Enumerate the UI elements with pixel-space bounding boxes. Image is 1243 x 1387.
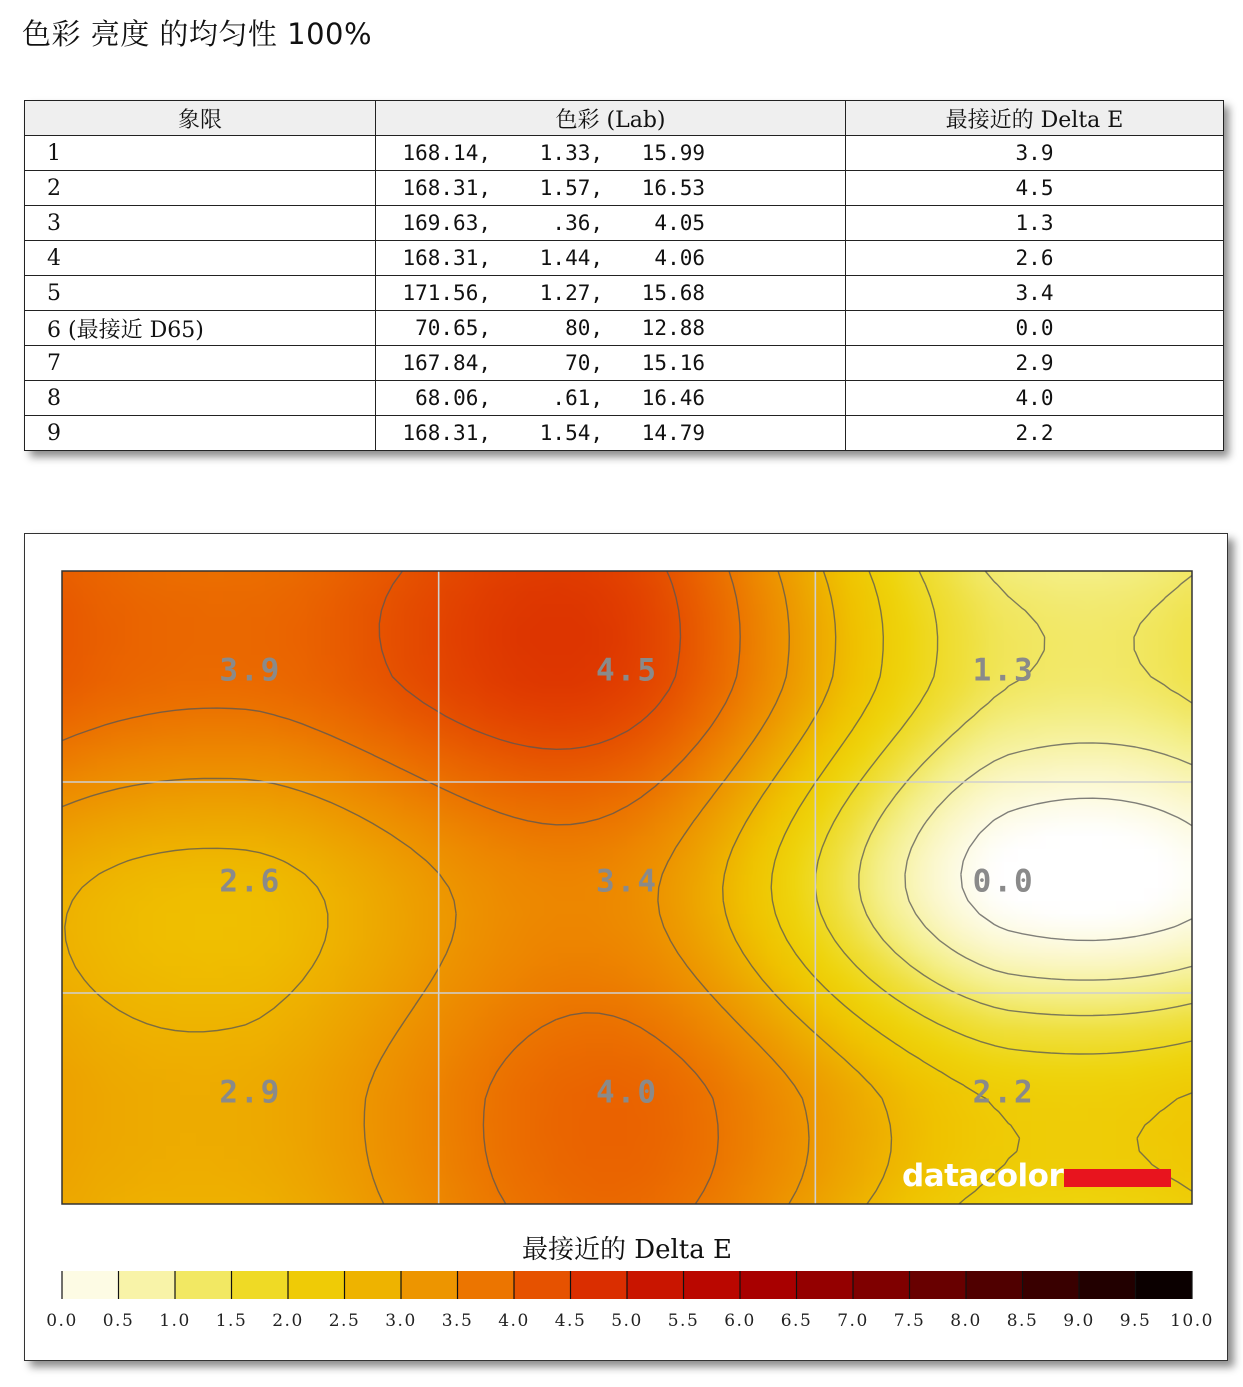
lab-l-value: 70.65, <box>415 315 491 340</box>
legend-tick-label: 4.0 <box>498 1311 530 1331</box>
legend-swatch <box>62 1271 119 1299</box>
cell-value-label: 2.6 <box>219 863 282 900</box>
legend-tick-label: 6.0 <box>724 1311 756 1331</box>
legend-tick-label: 7.5 <box>893 1311 926 1331</box>
lab-l-value: 171.56, <box>402 280 491 305</box>
legend-tick-label: 3.0 <box>385 1311 417 1331</box>
legend-swatch <box>1136 1271 1193 1299</box>
lab-b-value: 15.68 <box>641 280 705 305</box>
legend-swatch <box>232 1271 289 1299</box>
lab-b-value: 15.16 <box>641 350 705 375</box>
legend-swatch <box>910 1271 967 1299</box>
legend-swatch <box>740 1271 797 1299</box>
legend-tick-label: 4.5 <box>554 1311 587 1331</box>
legend-swatch <box>684 1271 741 1299</box>
datacolor-logo-text: datacolor <box>902 1158 1064 1194</box>
legend-swatch <box>1023 1271 1080 1299</box>
lab-a-value: 1.54, <box>539 420 603 445</box>
legend-tick-label: 7.0 <box>837 1311 869 1331</box>
quadrant-cell: 6 (最接近 D65) <box>25 311 376 346</box>
cell-value-label: 0.0 <box>972 863 1035 900</box>
legend-tick-label: 0.5 <box>102 1311 135 1331</box>
lab-a-value: 1.27, <box>539 280 603 305</box>
cell-value-label: 4.5 <box>596 652 658 689</box>
lab-l-value: 168.14, <box>402 140 491 165</box>
legend-tick-label: 1.0 <box>159 1311 191 1331</box>
cell-value-label: 4.0 <box>596 1074 658 1111</box>
lab-b-value: 4.05 <box>654 210 705 235</box>
legend-tick-label: 2.0 <box>272 1311 304 1331</box>
legend-swatch <box>797 1271 854 1299</box>
delta-e-cell: 2.6 <box>846 241 1224 276</box>
delta-e-cell: 0.0 <box>846 311 1224 346</box>
legend-swatch <box>966 1271 1023 1299</box>
legend-swatch <box>627 1271 684 1299</box>
legend-title: 最接近的 Delta E <box>521 1235 733 1265</box>
legend-tick-label: 5.5 <box>667 1311 700 1331</box>
legend-tick-label: 5.0 <box>611 1311 643 1331</box>
quadrant-cell: 8 <box>25 381 376 416</box>
lab-a-value: 1.57, <box>539 175 603 200</box>
quadrant-cell: 9 <box>25 416 376 451</box>
delta-e-cell: 1.3 <box>846 206 1224 241</box>
delta-e-cell: 4.5 <box>846 171 1224 206</box>
legend-swatch <box>853 1271 910 1299</box>
lab-l-value: 168.31, <box>402 245 491 270</box>
lab-l-value: 168.31, <box>402 175 491 200</box>
lab-b-value: 16.46 <box>641 385 705 410</box>
delta-e-legend <box>46 1235 1214 1331</box>
legend-swatch <box>119 1271 176 1299</box>
legend-swatch <box>458 1271 515 1299</box>
datacolor-logo-bar <box>1064 1169 1171 1187</box>
lab-a-value: 70, <box>565 350 603 375</box>
legend-tick-label: 3.5 <box>441 1311 474 1331</box>
legend-tick-label: 6.5 <box>780 1311 813 1331</box>
cell-value-label: 3.4 <box>596 863 658 900</box>
delta-e-cell: 4.0 <box>846 381 1224 416</box>
quadrant-cell: 2 <box>25 171 376 206</box>
delta-e-cell: 2.9 <box>846 346 1224 381</box>
legend-tick-label: 2.5 <box>328 1311 361 1331</box>
cell-value-label: 2.2 <box>972 1074 1035 1111</box>
header-color-lab: 色彩 (Lab) <box>376 101 846 136</box>
header-quadrant: 象限 <box>25 101 376 136</box>
legend-tick-label: 9.5 <box>1119 1311 1152 1331</box>
lab-a-value: 1.44, <box>539 245 603 270</box>
legend-tick-label: 1.5 <box>215 1311 248 1331</box>
lab-a-value: .36, <box>552 210 603 235</box>
lab-l-value: 169.63, <box>402 210 491 235</box>
lab-b-value: 16.53 <box>641 175 705 200</box>
legend-tick-label: 10.0 <box>1170 1311 1214 1331</box>
delta-e-cell: 3.9 <box>846 136 1224 171</box>
lab-l-value: 167.84, <box>402 350 491 375</box>
legend-swatch <box>401 1271 458 1299</box>
legend-tick-label: 8.0 <box>950 1311 982 1331</box>
legend-tick-label: 9.0 <box>1063 1311 1095 1331</box>
legend-tick-label: 0.0 <box>46 1311 78 1331</box>
delta-e-cell: 3.4 <box>846 276 1224 311</box>
lab-b-value: 12.88 <box>641 315 705 340</box>
lab-l-value: 168.31, <box>402 420 491 445</box>
legend-tick-label: 8.5 <box>1006 1311 1039 1331</box>
lab-a-value: 1.33, <box>539 140 603 165</box>
legend-swatch <box>571 1271 628 1299</box>
legend-swatch <box>345 1271 402 1299</box>
legend-swatch <box>1079 1271 1136 1299</box>
quadrant-cell: 5 <box>25 276 376 311</box>
quadrant-cell: 1 <box>25 136 376 171</box>
lab-a-value: .61, <box>552 385 603 410</box>
lab-b-value: 4.06 <box>654 245 705 270</box>
cell-value-label: 1.3 <box>972 652 1035 689</box>
lab-a-value: 80, <box>565 315 603 340</box>
delta-e-cell: 2.2 <box>846 416 1224 451</box>
legend-swatch <box>514 1271 571 1299</box>
lab-l-value: 68.06, <box>415 385 491 410</box>
legend-swatch <box>288 1271 345 1299</box>
header-delta-e: 最接近的 Delta E <box>846 101 1224 136</box>
quadrant-cell: 4 <box>25 241 376 276</box>
lab-b-value: 15.99 <box>641 140 705 165</box>
heatmap-plot <box>62 571 1192 1204</box>
cell-value-label: 3.9 <box>219 652 282 689</box>
cell-value-label: 2.9 <box>219 1074 282 1111</box>
lab-b-value: 14.79 <box>641 420 705 445</box>
quadrant-cell: 7 <box>25 346 376 381</box>
page-title: 色彩 亮度 的均匀性 100% <box>22 17 373 51</box>
legend-swatch <box>175 1271 232 1299</box>
quadrant-cell: 3 <box>25 206 376 241</box>
